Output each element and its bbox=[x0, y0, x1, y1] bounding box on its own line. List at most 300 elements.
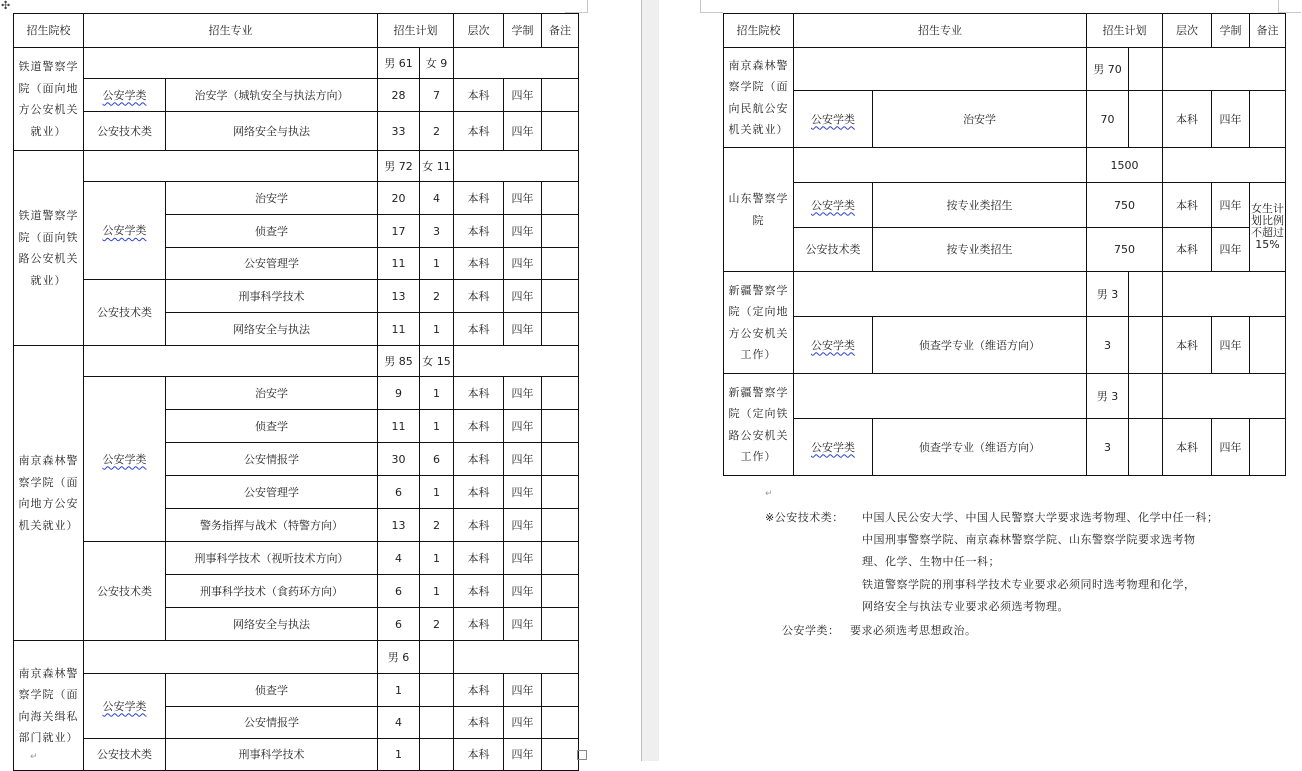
summary-male bbox=[1087, 272, 1129, 317]
note-tech-label: ※公安技术类： bbox=[765, 511, 844, 524]
male-count-text: 11 bbox=[391, 419, 406, 433]
major-name-text: 刑事科学技术（视听技术方向） bbox=[194, 551, 349, 565]
duration bbox=[504, 410, 542, 443]
major-name-text: 治安学 bbox=[963, 112, 996, 126]
male-count-text: 13 bbox=[391, 518, 406, 532]
summary-male-text: 男 6 bbox=[387, 650, 410, 664]
level-text: 本科 bbox=[467, 551, 490, 565]
level-text: 本科 bbox=[467, 518, 490, 532]
female-count bbox=[420, 112, 454, 151]
female-count-text: 2 bbox=[433, 289, 440, 303]
level-text: 本科 bbox=[467, 485, 490, 499]
header-level-text: 层次 bbox=[467, 24, 490, 37]
header-school bbox=[724, 14, 794, 48]
major-name bbox=[166, 377, 378, 410]
female-count bbox=[420, 575, 454, 608]
male-count-text: 20 bbox=[391, 191, 406, 205]
note-tech-line: 中国人民公安大学、中国人民警察大学要求选考物理、化学中任一科； bbox=[862, 511, 1219, 524]
major-name bbox=[166, 410, 378, 443]
header-plan-text: 招生计划 bbox=[1102, 24, 1147, 37]
header-level bbox=[454, 14, 504, 48]
male-count bbox=[378, 575, 420, 608]
category-name bbox=[84, 182, 166, 280]
note-tech-line: 铁道警察学院的刑事科学技术专业要求必须同时选考物理和化学， bbox=[862, 578, 1196, 591]
male-count bbox=[1087, 419, 1129, 476]
female-count-text: 1 bbox=[433, 485, 440, 499]
school-name-text: 山东警察学院 bbox=[728, 192, 789, 227]
page-corner-mark bbox=[1278, 0, 1301, 13]
remark bbox=[542, 542, 579, 575]
duration bbox=[504, 674, 542, 707]
summary-male bbox=[1087, 48, 1129, 91]
level bbox=[454, 542, 504, 575]
remark bbox=[542, 410, 579, 443]
summary-blank bbox=[454, 641, 579, 674]
duration bbox=[504, 707, 542, 739]
category-name bbox=[84, 377, 166, 542]
level-text: 本科 bbox=[467, 257, 490, 270]
summary-female bbox=[420, 151, 454, 182]
male-count-text: 70 bbox=[1100, 112, 1115, 126]
duration bbox=[504, 248, 542, 280]
female-count bbox=[420, 377, 454, 410]
major-name bbox=[166, 280, 378, 313]
female-count bbox=[420, 608, 454, 641]
level-text: 本科 bbox=[467, 224, 490, 238]
major-name bbox=[166, 443, 378, 476]
female-count bbox=[1129, 317, 1163, 374]
major-name-text: 治安学 bbox=[255, 386, 288, 400]
major-name bbox=[166, 79, 378, 112]
male-count-text: 3 bbox=[1104, 338, 1111, 352]
school-name bbox=[14, 346, 84, 641]
remark bbox=[542, 575, 579, 608]
major-name-text: 公安管理学 bbox=[244, 257, 299, 270]
duration-text: 四年 bbox=[511, 386, 534, 400]
male-count-text: 6 bbox=[395, 617, 402, 631]
table-row bbox=[724, 91, 1286, 148]
level-text: 本科 bbox=[467, 452, 490, 466]
male-count bbox=[378, 410, 420, 443]
header-row bbox=[14, 14, 579, 48]
level bbox=[454, 79, 504, 112]
summary-total-text: 1500 bbox=[1110, 158, 1139, 172]
duration-text: 四年 bbox=[511, 748, 534, 761]
male-count bbox=[1087, 317, 1129, 374]
duration bbox=[504, 215, 542, 248]
right-admission-table bbox=[723, 13, 1286, 476]
male-count-text: 11 bbox=[391, 322, 406, 336]
male-count bbox=[378, 112, 420, 151]
level-text: 本科 bbox=[1176, 440, 1198, 454]
male-count bbox=[378, 443, 420, 476]
left-admission-table bbox=[13, 13, 579, 771]
major-name bbox=[166, 542, 378, 575]
level bbox=[454, 248, 504, 280]
female-count-text: 2 bbox=[433, 518, 440, 532]
remark bbox=[542, 707, 579, 739]
header-plan bbox=[1087, 14, 1163, 48]
summary-male bbox=[378, 48, 420, 79]
duration bbox=[1212, 91, 1250, 148]
category-name-text: 公安学类 bbox=[811, 112, 855, 126]
category-name bbox=[794, 317, 873, 374]
duration bbox=[1212, 228, 1250, 272]
major-name-text: 公安情报学 bbox=[244, 716, 299, 729]
summary-row bbox=[14, 641, 579, 674]
male-count bbox=[1087, 91, 1129, 148]
summary-female bbox=[420, 48, 454, 79]
level-text: 本科 bbox=[467, 683, 490, 697]
summary-blank bbox=[454, 346, 579, 377]
female-count bbox=[420, 410, 454, 443]
major-name bbox=[166, 182, 378, 215]
major-name bbox=[166, 707, 378, 739]
level bbox=[1163, 419, 1212, 476]
left-trailing-paragraph: ↵ bbox=[30, 752, 39, 762]
total-count bbox=[1087, 228, 1163, 272]
duration bbox=[504, 608, 542, 641]
remark bbox=[1250, 419, 1286, 476]
female-count bbox=[420, 476, 454, 509]
major-name bbox=[873, 228, 1087, 272]
summary-male-text: 男 70 bbox=[1093, 62, 1122, 76]
major-name bbox=[166, 608, 378, 641]
major-name bbox=[873, 91, 1087, 148]
category-name bbox=[84, 542, 166, 641]
level bbox=[454, 707, 504, 739]
duration bbox=[504, 280, 542, 313]
male-count bbox=[378, 608, 420, 641]
duration-text: 四年 bbox=[511, 419, 534, 433]
school-name-text: 新疆警察学院（定向地方公安机关工作） bbox=[728, 283, 789, 361]
header-school-text: 招生院校 bbox=[736, 24, 781, 37]
male-count bbox=[378, 182, 420, 215]
table-row bbox=[14, 280, 579, 313]
header-school bbox=[14, 14, 84, 48]
header-row bbox=[724, 14, 1286, 48]
duration-text: 四年 bbox=[1219, 440, 1242, 454]
female-count bbox=[420, 79, 454, 112]
duration bbox=[504, 79, 542, 112]
level bbox=[454, 476, 504, 509]
duration-text: 四年 bbox=[511, 452, 534, 466]
summary-blank bbox=[84, 48, 378, 79]
category-name bbox=[84, 112, 166, 151]
summary-blank bbox=[454, 48, 579, 79]
summary-blank bbox=[794, 272, 1087, 317]
major-name bbox=[166, 509, 378, 542]
male-count-text: 6 bbox=[395, 485, 402, 499]
male-count bbox=[378, 248, 420, 280]
note-science-label: 公安学类： bbox=[782, 624, 840, 637]
summary-blank bbox=[794, 148, 1087, 183]
category-name-text: 公安学类 bbox=[102, 699, 147, 713]
male-count-text: 1 bbox=[395, 748, 402, 761]
header-remark-text: 备注 bbox=[549, 24, 571, 37]
category-name-text: 公安学类 bbox=[811, 440, 855, 454]
duration bbox=[504, 377, 542, 410]
female-count-text: 2 bbox=[433, 617, 440, 631]
header-major-text: 招生专业 bbox=[208, 24, 253, 37]
male-count bbox=[378, 79, 420, 112]
school-name-text: 南京森林警察学院（面向民航公安机关就业） bbox=[728, 58, 789, 136]
level-text: 本科 bbox=[467, 419, 490, 433]
summary-female bbox=[1129, 374, 1163, 419]
school-name bbox=[724, 272, 794, 374]
level-text: 本科 bbox=[1176, 198, 1198, 212]
school-name-text: 南京森林警察学院（面向海关缉私部门就业） bbox=[18, 666, 79, 744]
male-count-text: 30 bbox=[391, 452, 406, 466]
level bbox=[454, 674, 504, 707]
female-count bbox=[420, 542, 454, 575]
category-name-text: 公安学类 bbox=[811, 198, 855, 212]
duration-text: 四年 bbox=[511, 257, 534, 270]
header-duration-text: 学制 bbox=[1219, 24, 1242, 37]
male-count-text: 17 bbox=[391, 224, 406, 238]
category-name-text: 公安学类 bbox=[102, 88, 147, 102]
level bbox=[454, 443, 504, 476]
duration-text: 四年 bbox=[511, 551, 534, 565]
header-duration bbox=[1212, 14, 1250, 48]
summary-blank bbox=[454, 151, 579, 182]
duration bbox=[1212, 183, 1250, 228]
summary-row bbox=[14, 151, 579, 182]
level bbox=[454, 608, 504, 641]
school-name bbox=[724, 48, 794, 148]
table-row bbox=[724, 317, 1286, 374]
female-count bbox=[420, 215, 454, 248]
header-major-text: 招生专业 bbox=[918, 24, 962, 37]
summary-male-text: 男 72 bbox=[384, 159, 413, 173]
remark bbox=[542, 280, 579, 313]
male-count-text: 4 bbox=[395, 716, 402, 729]
duration-text: 四年 bbox=[511, 716, 534, 729]
summary-male-text: 男 3 bbox=[1096, 287, 1119, 301]
note-tech-line: 理、化学、生物中任一科； bbox=[862, 555, 1000, 568]
summary-row bbox=[724, 48, 1286, 91]
male-count bbox=[378, 377, 420, 410]
female-count-text: 4 bbox=[433, 191, 440, 205]
remark bbox=[542, 313, 579, 346]
note-science-text: 要求必须选考思想政治。 bbox=[850, 624, 977, 637]
header-level-text: 层次 bbox=[1176, 24, 1198, 37]
summary-blank bbox=[1163, 374, 1286, 419]
remark bbox=[542, 509, 579, 542]
level-text: 本科 bbox=[467, 322, 490, 336]
duration-text: 四年 bbox=[511, 683, 534, 697]
remark bbox=[542, 739, 579, 771]
table-row bbox=[14, 377, 579, 410]
summary-male bbox=[378, 641, 420, 674]
level bbox=[454, 509, 504, 542]
remark bbox=[542, 476, 579, 509]
duration bbox=[504, 313, 542, 346]
duration-text: 四年 bbox=[1219, 338, 1242, 352]
category-name bbox=[84, 79, 166, 112]
level bbox=[1163, 91, 1212, 148]
female-count bbox=[420, 443, 454, 476]
remark bbox=[542, 377, 579, 410]
female-count-text: 2 bbox=[433, 124, 440, 138]
major-name bbox=[873, 317, 1087, 374]
female-count bbox=[420, 509, 454, 542]
female-count-text: 1 bbox=[433, 322, 440, 336]
remark bbox=[542, 443, 579, 476]
duration bbox=[504, 575, 542, 608]
summary-male bbox=[378, 151, 420, 182]
header-major bbox=[84, 14, 378, 48]
summary-female bbox=[420, 641, 454, 674]
category-name bbox=[84, 280, 166, 346]
table-row bbox=[724, 228, 1286, 272]
major-name-text: 公安情报学 bbox=[244, 452, 299, 466]
male-count-text: 33 bbox=[391, 124, 406, 138]
note-tech-line: 网络安全与执法专业要求必须选考物理。 bbox=[862, 600, 1069, 613]
page-corner-mark bbox=[700, 0, 723, 13]
table-row bbox=[14, 739, 579, 771]
duration-text: 四年 bbox=[511, 322, 534, 336]
school-name-text: 铁道警察学院（面向地方公安机关就业） bbox=[18, 60, 79, 138]
remark bbox=[542, 674, 579, 707]
duration bbox=[1212, 317, 1250, 374]
level-text: 本科 bbox=[467, 584, 490, 598]
header-level bbox=[1163, 14, 1212, 48]
major-name-text: 侦查学 bbox=[255, 419, 288, 433]
category-name bbox=[794, 228, 873, 272]
duration bbox=[504, 112, 542, 151]
level bbox=[454, 182, 504, 215]
major-name-text: 按专业类招生 bbox=[946, 198, 1013, 212]
duration-text: 四年 bbox=[1219, 198, 1242, 212]
category-name bbox=[84, 674, 166, 739]
page-corner-mark bbox=[565, 0, 588, 13]
total-count-text: 750 bbox=[1114, 198, 1135, 212]
female-count bbox=[420, 248, 454, 280]
summary-female bbox=[1129, 48, 1163, 91]
major-name bbox=[873, 183, 1087, 228]
major-name bbox=[166, 313, 378, 346]
category-name-text: 公安技术类 bbox=[97, 306, 152, 319]
summary-male-text: 男 61 bbox=[384, 56, 413, 70]
duration-text: 四年 bbox=[511, 191, 534, 205]
duration-text: 四年 bbox=[1219, 243, 1242, 256]
summary-blank bbox=[794, 374, 1087, 419]
male-count-text: 28 bbox=[391, 88, 406, 102]
male-count bbox=[378, 313, 420, 346]
duration bbox=[504, 182, 542, 215]
female-count bbox=[1129, 91, 1163, 148]
summary-male-text: 男 3 bbox=[1096, 389, 1119, 403]
table-move-handle-icon[interactable]: ✣ bbox=[1, 0, 11, 12]
school-name bbox=[724, 148, 794, 272]
header-school-text: 招生院校 bbox=[26, 24, 71, 37]
header-remark bbox=[542, 14, 579, 48]
category-name bbox=[794, 183, 873, 228]
notes-blank-line: ↵ bbox=[765, 489, 774, 499]
duration-text: 四年 bbox=[511, 584, 534, 598]
summary-blank bbox=[1163, 272, 1286, 317]
summary-total bbox=[1087, 148, 1163, 183]
remark bbox=[542, 608, 579, 641]
duration-text: 四年 bbox=[511, 617, 534, 631]
level bbox=[1163, 228, 1212, 272]
summary-blank bbox=[1163, 148, 1286, 183]
major-name-text: 侦查学专业（维语方向） bbox=[919, 338, 1040, 352]
table-row bbox=[724, 183, 1286, 228]
page-gap-divider bbox=[641, 0, 660, 761]
female-count-text: 1 bbox=[433, 386, 440, 400]
summary-female bbox=[1129, 272, 1163, 317]
category-name-text: 公安学类 bbox=[811, 338, 855, 352]
major-name bbox=[166, 739, 378, 771]
duration bbox=[504, 476, 542, 509]
female-count bbox=[420, 739, 454, 771]
category-name-text: 公安技术类 bbox=[97, 748, 152, 761]
school-name bbox=[14, 641, 84, 771]
table-row bbox=[14, 542, 579, 575]
level bbox=[1163, 317, 1212, 374]
table-row bbox=[14, 674, 579, 707]
summary-female bbox=[420, 346, 454, 377]
female-count-text: 3 bbox=[433, 224, 440, 238]
summary-row bbox=[724, 148, 1286, 183]
remark bbox=[1250, 183, 1286, 272]
level-text: 本科 bbox=[467, 748, 490, 761]
category-name-text: 公安技术类 bbox=[97, 584, 152, 598]
category-name-text: 公安学类 bbox=[102, 452, 147, 466]
school-name-text: 南京森林警察学院（面向地方公安机关就业） bbox=[18, 454, 79, 532]
major-name bbox=[166, 476, 378, 509]
male-count-text: 11 bbox=[391, 257, 406, 270]
major-name-text: 侦查学 bbox=[255, 683, 288, 697]
female-count bbox=[420, 674, 454, 707]
header-duration bbox=[504, 14, 542, 48]
summary-male bbox=[378, 346, 420, 377]
level-text: 本科 bbox=[467, 617, 490, 631]
header-major bbox=[794, 14, 1087, 48]
duration bbox=[504, 443, 542, 476]
level-text: 本科 bbox=[467, 191, 490, 205]
major-name bbox=[166, 674, 378, 707]
summary-row bbox=[724, 272, 1286, 317]
major-name bbox=[166, 248, 378, 280]
level bbox=[1163, 183, 1212, 228]
major-name-text: 刑事科学技术（食药环方向） bbox=[200, 584, 343, 598]
summary-row bbox=[724, 374, 1286, 419]
summary-male-text: 男 85 bbox=[384, 354, 413, 368]
category-name-text: 公安技术类 bbox=[805, 243, 861, 256]
remark bbox=[542, 248, 579, 280]
level bbox=[454, 215, 504, 248]
male-count bbox=[378, 674, 420, 707]
major-name-text: 治安学 bbox=[255, 191, 288, 205]
category-name-text: 公安技术类 bbox=[97, 124, 152, 138]
female-count-text: 1 bbox=[433, 584, 440, 598]
category-name bbox=[794, 91, 873, 148]
male-count-text: 9 bbox=[395, 386, 402, 400]
total-count-text: 750 bbox=[1114, 243, 1135, 256]
summary-male bbox=[1087, 374, 1129, 419]
duration-text: 四年 bbox=[1219, 112, 1242, 126]
table-row bbox=[14, 182, 579, 215]
major-name-text: 刑事科学技术 bbox=[238, 289, 305, 303]
header-plan-text: 招生计划 bbox=[393, 24, 438, 37]
male-count bbox=[378, 476, 420, 509]
female-count-text: 1 bbox=[433, 551, 440, 565]
duration bbox=[504, 509, 542, 542]
female-count bbox=[420, 280, 454, 313]
